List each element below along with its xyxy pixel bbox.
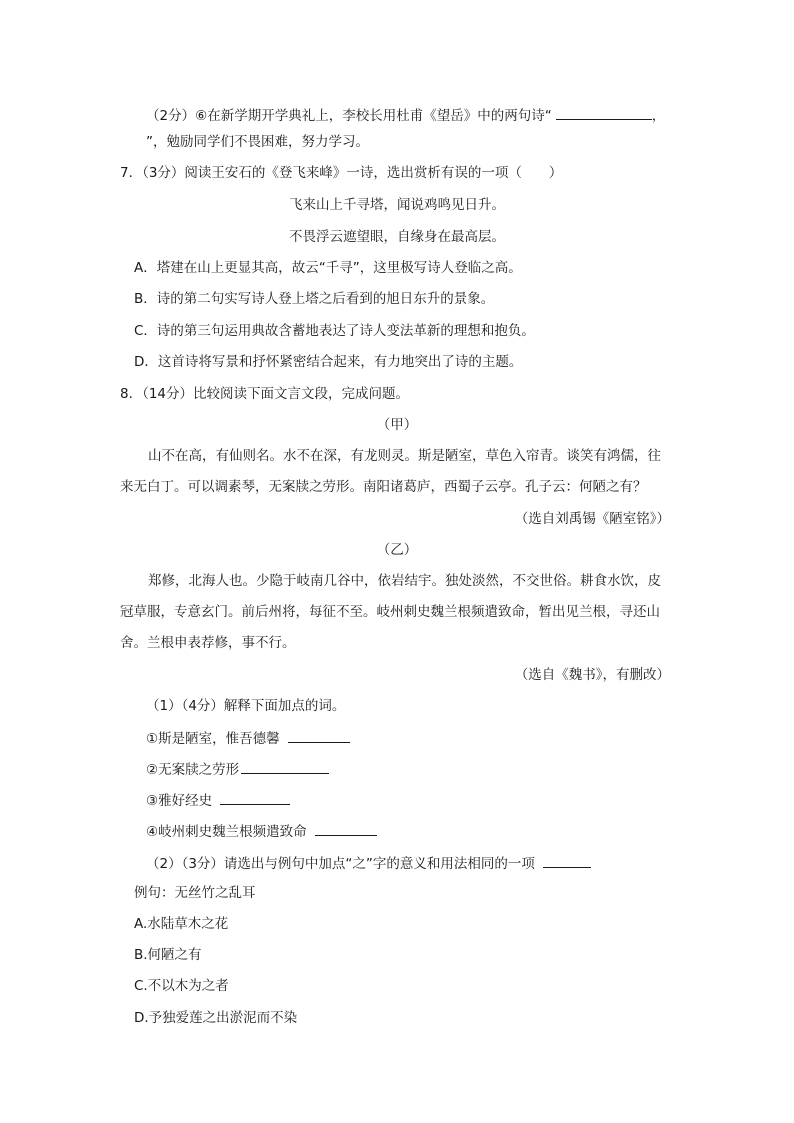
- q8-sub2-option-c[interactable]: C.不以木为之者: [134, 978, 229, 994]
- q8-sub1-stem: （1）（4分）解释下面加点的词。: [146, 698, 346, 714]
- q7-option-b[interactable]: B．诗的第二句实写诗人登上塔之后看到的旭日东升的景象。: [134, 291, 495, 307]
- q8-sub2-option-d[interactable]: D.予独爱莲之出淤泥而不染: [134, 1010, 298, 1026]
- q8-sub1-item1-blank[interactable]: [288, 728, 350, 743]
- q8-yi-title: （乙）: [376, 542, 418, 558]
- q8-jia-line2: 来无白丁。可以调素琴，无案牍之劳形。南阳诸葛庐，西蜀子云亭。孔子云：何陋之有？: [120, 479, 647, 495]
- q7-option-c[interactable]: C．诗的第三句运用典故含蓄地表达了诗人变法革新的理想和抱负。: [134, 323, 535, 339]
- q6-line1: [146, 105, 665, 125]
- q8-sub1-item1: [146, 728, 350, 748]
- q7-poem-line1: 飞来山上千寻塔，闻说鸡鸣见日升。: [289, 197, 505, 213]
- q6-line1-text: （2分）⑥在新学期开学典礼上，李校长用杜甫《望岳》中的两句诗“: [146, 108, 552, 124]
- q8-sub2-answer-blank[interactable]: [543, 853, 591, 868]
- q8-sub1-item1-text: ①斯是陋室，惟吾德馨: [146, 731, 280, 747]
- q8-stem: 8．（14分）比较阅读下面文言文段，完成问题。: [120, 386, 410, 402]
- q8-sub1-item2-blank[interactable]: [241, 759, 329, 774]
- q8-jia-source: （选自刘禹锡《陋室铭》）: [514, 511, 670, 527]
- q6-line2: ”，勉励同学们不畏困难，努力学习。: [146, 134, 369, 150]
- q8-yi-line1: 郑修，北海人也。少隐于岐南几谷中，依岩结宇。独处淡然，不交世俗。耕食水饮，皮: [148, 573, 661, 589]
- q8-sub2-example: 例句：无丝竹之乱耳: [134, 885, 256, 901]
- q8-sub2-option-b[interactable]: B.何陋之有: [134, 947, 202, 963]
- q7-poem-line2: 不畏浮云遮望眼，自缘身在最高层。: [289, 229, 505, 245]
- q6-answer-blank[interactable]: [556, 105, 652, 120]
- q8-yi-source: （选自《魏书》，有删改）: [514, 667, 670, 683]
- q8-sub1-item2-text: ②无案牍之劳形: [146, 762, 240, 778]
- q8-sub1-item4: [146, 821, 377, 841]
- q8-yi-line2: 冠草服，专意玄门。前后州将，每征不至。岐州刺史魏兰根频遣致命，暂出见兰根，寻还山: [120, 604, 660, 620]
- q8-sub2-stem: （2）（3分）请选出与例句中加点“之”字的意义和用法相同的一项: [146, 856, 535, 872]
- q8-sub1-item3-blank[interactable]: [220, 790, 290, 805]
- q8-sub1-item2: [146, 759, 329, 779]
- q8-jia-line1: 山不在高，有仙则名。水不在深，有龙则灵。斯是陋室，草色入帘青。谈笑有鸿儒，往: [148, 448, 661, 464]
- q7-option-d[interactable]: D．这首诗将写景和抒怀紧密结合起来，有力地突出了诗的主题。: [134, 354, 523, 370]
- q8-sub1-item4-text: ④岐州刺史魏兰根频遣致命: [146, 824, 307, 840]
- q8-sub1-item3-text: ③雅好经史: [146, 793, 213, 809]
- q7-stem: 7．（3分）阅读王安石的《登飞来峰》一诗，选出赏析有误的一项（ ）: [120, 165, 563, 181]
- q8-jia-title: （甲）: [376, 417, 418, 433]
- q8-sub1-item3: [146, 790, 290, 810]
- q8-sub1-item4-blank[interactable]: [315, 821, 377, 836]
- q7-option-a[interactable]: A．塔建在山上更显其高，故云“千寻”，这里极写诗人登临之高。: [134, 260, 522, 276]
- q8-sub2-stem-line: [146, 853, 591, 873]
- q6-line1-end: ，: [651, 108, 666, 124]
- q8-yi-line3: 舍。兰根申表荐修，事不行。: [120, 635, 296, 651]
- q8-sub2-option-a[interactable]: A.水陆草木之花: [134, 916, 229, 932]
